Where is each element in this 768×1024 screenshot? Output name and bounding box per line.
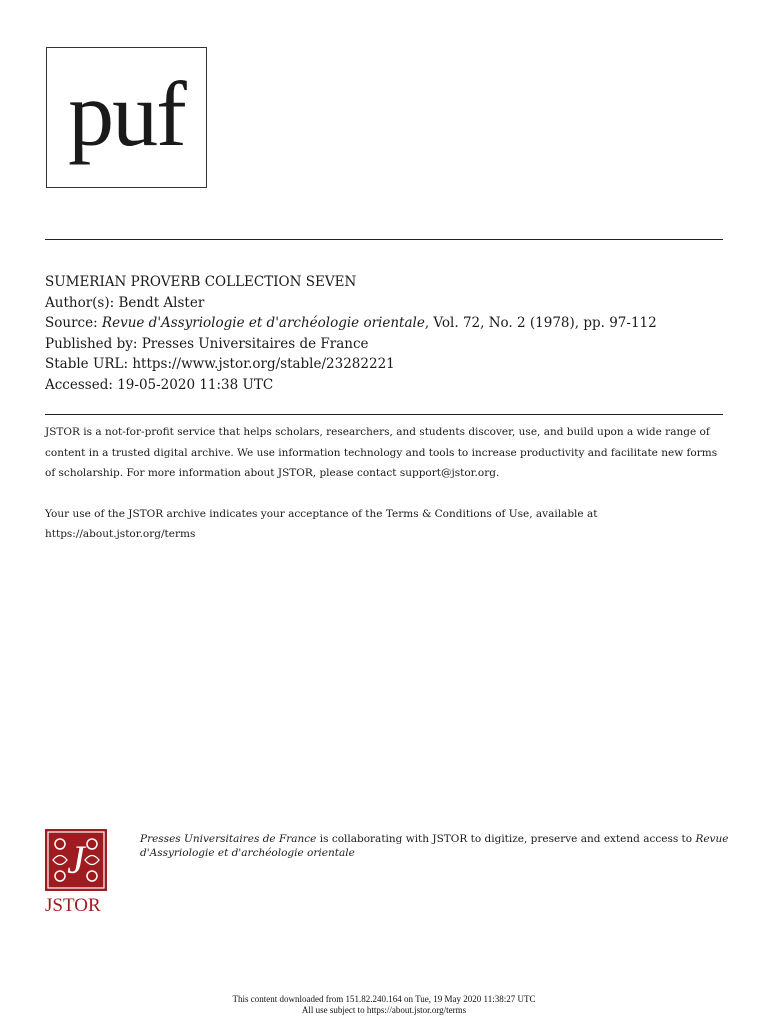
collab-publisher: Presses Universitaires de France (140, 833, 317, 845)
collab-text: is collaborating with JSTOR to digitize, preserve and extend access to (316, 833, 696, 845)
jstor-notice (45, 422, 725, 565)
accessed-value: 19-05-2020 11:38 UTC (117, 376, 274, 393)
footer-download-info: This content downloaded from 151.82.240.164 on Tue, 19 May 2020 11:38:27 UTC (232, 994, 536, 1004)
source-details: , Vol. 72, No. 2 (1978), pp. 97-112 (424, 315, 657, 331)
authors-line (45, 293, 725, 314)
jstor-wordmark: JSTOR (45, 895, 101, 916)
svg-text:J: J (67, 837, 85, 882)
source-label: Source: (45, 315, 98, 331)
terms-link[interactable]: https://about.jstor.org/terms (45, 528, 196, 540)
source-line (45, 313, 725, 334)
authors-label: Author(s): (45, 294, 115, 311)
stable-url-line (45, 354, 725, 375)
collab-journal: Revue d'Assyriologie et d'archéologie orientale (140, 833, 729, 859)
footer-terms: All use subject to https://about.jstor.org/terms (301, 1005, 467, 1015)
source-journal[interactable]: Revue d'Assyriologie et d'archéologie orientale (101, 315, 425, 331)
publisher-label: Published by: (45, 335, 138, 352)
middle-divider (45, 414, 723, 415)
accessed-label: Accessed: (45, 376, 113, 393)
download-footer (0, 994, 768, 1016)
publisher-value[interactable]: Presses Universitaires de France (141, 335, 369, 352)
publisher-logo (46, 47, 207, 188)
stable-url-link[interactable]: https://www.jstor.org/stable/23282221 (132, 356, 395, 372)
publisher-line (45, 334, 725, 355)
top-divider (45, 239, 723, 240)
authors-value: Bendt Alster (118, 294, 205, 311)
accessed-line (45, 375, 725, 396)
article-title: SUMERIAN PROVERB COLLECTION SEVEN (45, 274, 357, 290)
article-metadata (45, 272, 725, 395)
publisher-logo-text: puf (68, 62, 185, 165)
jstor-emblem-icon (45, 829, 107, 891)
collaboration-statement (140, 833, 740, 860)
notice-paragraph-about: JSTOR is a not-for-profit service that helps scholars, researchers, and students discover, use, and build upon a wide range of content in a trusted digital archive. We use information technology and tools to increase productivity and facilitate new forms of scholarship. For more information about JSTOR, please contact support@jstor.org. (45, 426, 718, 479)
stable-url-label: Stable URL: (45, 356, 129, 372)
notice-paragraph-terms (45, 504, 725, 545)
terms-text: Your use of the JSTOR archive indicates your acceptance of the Terms & Conditions of Use, available at (45, 507, 598, 520)
jstor-logo[interactable] (45, 829, 109, 917)
